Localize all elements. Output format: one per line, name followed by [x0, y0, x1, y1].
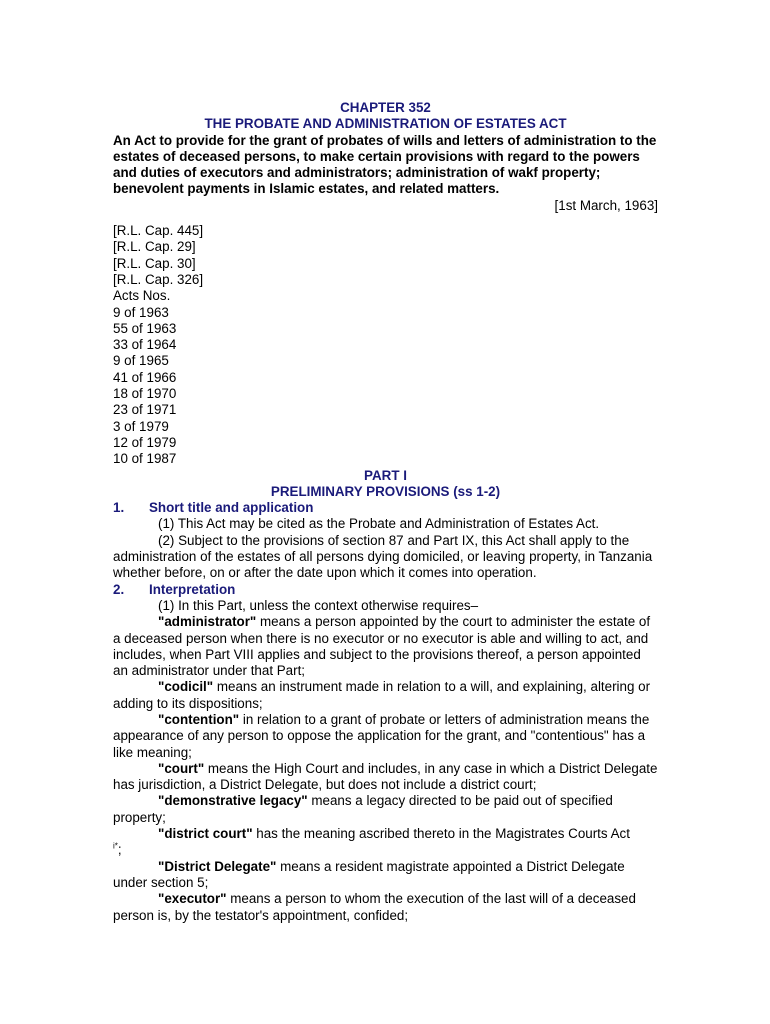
- footnote-marker: i*: [113, 841, 118, 851]
- section-2: [113, 582, 658, 924]
- definition-text: means a person appointed by the court to administer the estate of a deceased person when there is no executor or no executor is able and willing to act, and includes, when Part VIII applies and subject to the provisions thereof, a person appointed an administrator under that Part;: [113, 614, 651, 679]
- definition-text: has the meaning ascribed thereto in the Magistrates Courts Act: [252, 826, 630, 842]
- commencement-date: [1st March, 1963]: [554, 197, 658, 213]
- definition: [113, 712, 658, 761]
- definition-tail: ;: [117, 842, 122, 858]
- definition-text: means a legacy directed to be paid out of specified property;: [113, 793, 613, 825]
- subsection-1: (1) This Act may be cited as the Probate and Administration of Estates Act.: [158, 516, 600, 532]
- definition: [113, 891, 658, 924]
- part-label: PART I: [364, 467, 407, 483]
- reference-item: [R.L. Cap. 29]: [113, 239, 196, 255]
- definition-text: means the High Court and includes, in any case in which a District Delegate has jurisdiction, a District Delegate, but does not include a district court;: [113, 760, 658, 793]
- subsection-intro: (1) In this Part, unless the context otherwise requires–: [158, 597, 479, 613]
- section-title: Interpretation: [149, 581, 236, 597]
- definition: [113, 793, 658, 826]
- defined-term: "administrator": [158, 614, 257, 630]
- definition-text: means an instrument made in relation to a will, and explaining, altering or adding to its dispositions;: [113, 679, 651, 711]
- reference-item: 9 of 1965: [113, 353, 169, 369]
- reference-item: Acts Nos.: [113, 288, 171, 304]
- reference-item: 10 of 1987: [113, 451, 177, 467]
- reference-item: 41 of 1966: [113, 369, 177, 385]
- section-title: Short title and application: [149, 500, 314, 516]
- definition: [113, 614, 658, 679]
- reference-item: 23 of 1971: [113, 402, 177, 418]
- definition: [113, 859, 658, 892]
- definition: [113, 761, 658, 794]
- long-title: An Act to provide for the grant of probates of wills and letters of administration to the estates of deceased persons, to make certain provisions with regard to the powers and duties of executors and administrators; administration of wakf property; benevolent payments in Islamic estates, and related matters.: [113, 132, 657, 197]
- act-title: THE PROBATE AND ADMINISTRATION OF ESTATES ACT: [204, 116, 567, 132]
- section-heading: [113, 582, 658, 598]
- section-1: [113, 500, 658, 581]
- defined-term: "codicil": [158, 679, 214, 695]
- spacer: [113, 214, 658, 223]
- definition: [113, 679, 658, 712]
- document-page: [113, 100, 658, 924]
- reference-item: 9 of 1963: [113, 304, 169, 320]
- section-heading: [113, 500, 658, 516]
- section-number: 2.: [113, 581, 125, 597]
- reference-item: 33 of 1964: [113, 337, 177, 353]
- definition-text: means a resident magistrate appointed a District Delegate under section 5;: [113, 858, 625, 890]
- subsection-2: (2) Subject to the provisions of section 87 and Part IX, this Act shall apply to the administration of the estates of all persons dying domiciled, or leaving property, in Tanzania whether before, on or after the date upon which it comes into operation.: [113, 532, 653, 581]
- reference-item: [R.L. Cap. 30]: [113, 255, 196, 271]
- defined-term: "court": [158, 760, 205, 776]
- defined-term: "district court": [158, 826, 253, 842]
- reference-item: 12 of 1979: [113, 434, 177, 450]
- section-number: 1.: [113, 500, 125, 516]
- part-title: PRELIMINARY PROVISIONS (ss 1-2): [270, 483, 501, 499]
- definition-text: in relation to a grant of probate or letters of administration means the appearance of any person to oppose the application for the grant, and "contentious" has a like meaning;: [113, 711, 650, 760]
- reference-item: 55 of 1963: [113, 320, 177, 336]
- references-list: [113, 223, 658, 467]
- definition-text: means a person to whom the execution of the last will of a deceased person is, by the testator's appointment, confided;: [113, 891, 636, 923]
- definition: [113, 826, 658, 859]
- defined-term: "executor": [158, 891, 227, 907]
- chapter-heading: CHAPTER 352: [340, 100, 431, 115]
- reference-item: [R.L. Cap. 445]: [113, 223, 204, 239]
- reference-item: [R.L. Cap. 326]: [113, 271, 204, 287]
- defined-term: "District Delegate": [158, 858, 277, 874]
- reference-item: 3 of 1979: [113, 418, 169, 434]
- reference-item: 18 of 1970: [113, 386, 177, 402]
- defined-term: "demonstrative legacy": [158, 793, 308, 809]
- defined-term: "contention": [158, 711, 240, 727]
